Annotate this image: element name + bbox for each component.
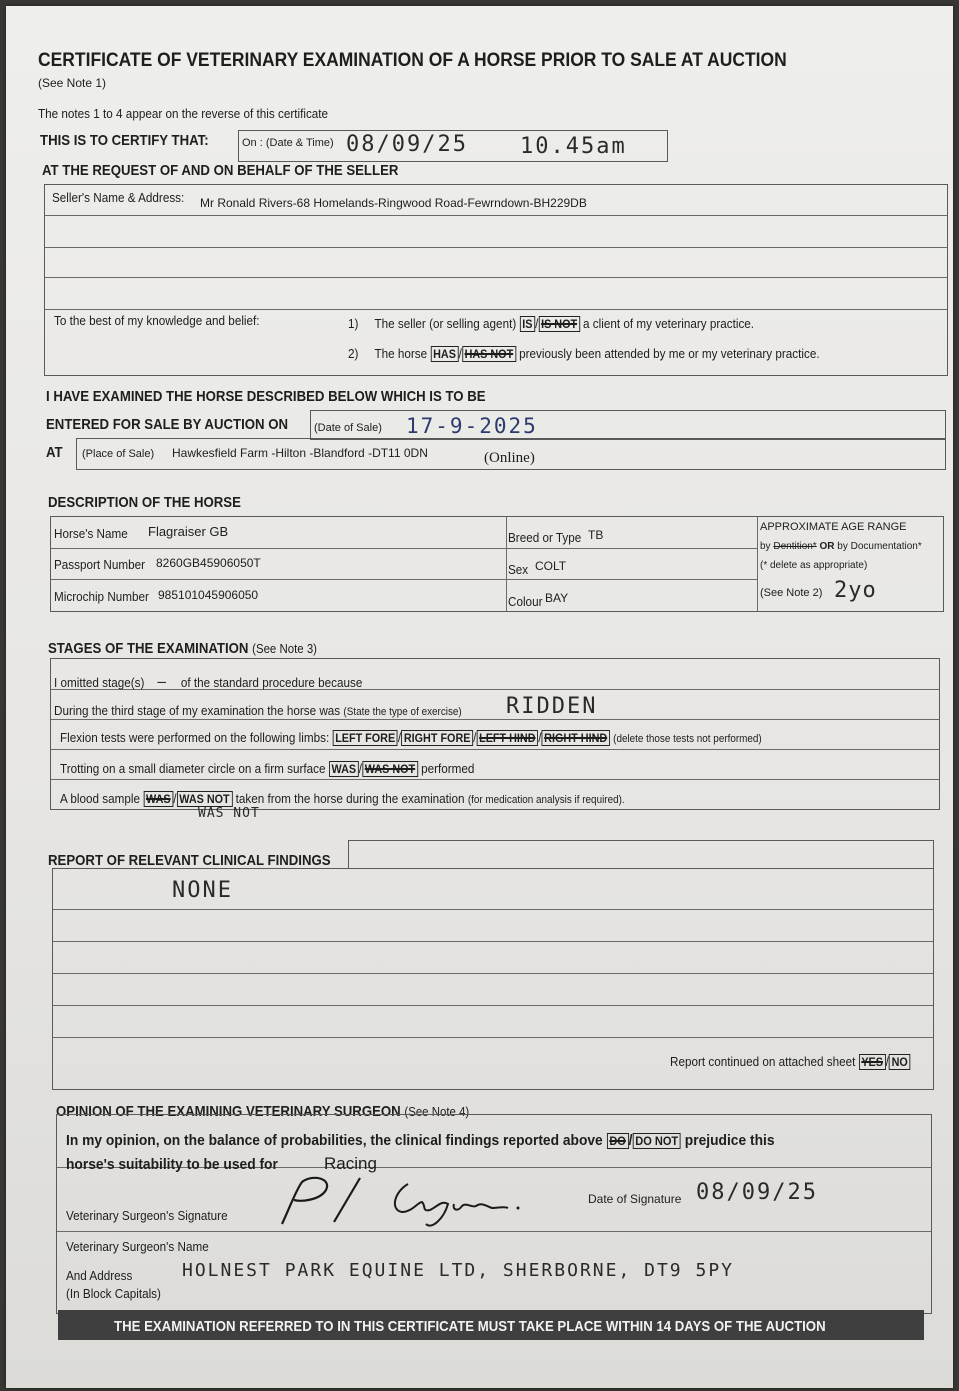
certificate-title: CERTIFICATE OF VETERINARY EXAMINATION OF A HORSE PRIOR TO SALE AT AUCTION bbox=[38, 50, 787, 71]
sale-date: 17-9-2025 bbox=[406, 414, 538, 438]
blood-sample-row: A blood sample WAS / WAS NOT taken from the horse during the examination (for medication analysis if required). bbox=[60, 791, 625, 806]
is-option[interactable]: IS bbox=[519, 316, 535, 332]
seller-label: Seller's Name & Address: bbox=[52, 190, 185, 205]
passport-label: Passport Number bbox=[54, 557, 146, 572]
has-option[interactable]: HAS bbox=[430, 346, 458, 362]
age-see-note: (See Note 2) bbox=[760, 587, 823, 599]
breed-value: TB bbox=[588, 528, 604, 542]
seller-value[interactable]: Mr Ronald Rivers-68 Homelands-Ringwood Road-Fewrndown-BH229DB bbox=[200, 196, 587, 210]
right-fore-option[interactable]: RIGHT FORE bbox=[401, 730, 473, 746]
continued-no-option[interactable]: NO bbox=[889, 1054, 911, 1070]
belief-label: To the best of my knowledge and belief: bbox=[54, 313, 260, 328]
certificate-page bbox=[6, 6, 953, 1388]
blood-was-not-option[interactable]: WAS NOT bbox=[177, 791, 233, 807]
opinion-line-1: In my opinion, on the balance of probabilities, the clinical findings reported above DO / DO NOT prejudice this bbox=[66, 1132, 775, 1149]
breed-label: Breed or Type bbox=[508, 530, 582, 545]
omitted-row: I omitted stage(s) — of the standard procedure because bbox=[54, 672, 363, 691]
trot-was-not-option[interactable]: WAS NOT bbox=[362, 761, 418, 777]
opinion-heading: OPINION OF THE EXAMINING VETERINARY SURGEON (See Note 4) bbox=[56, 1103, 470, 1120]
age-value: 2yo bbox=[834, 578, 877, 603]
belief-item-1: 1) The seller (or selling agent) IS / IS NOT a client of my veterinary practice. bbox=[348, 316, 755, 331]
trotting-row: Trotting on a small diameter circle on a firm surface WAS / WAS NOT performed bbox=[60, 761, 475, 776]
certify-date: 08/09/25 bbox=[346, 132, 468, 157]
date-of-sale-label: (Date of Sale) bbox=[314, 422, 382, 434]
do-option[interactable]: DO bbox=[607, 1133, 629, 1149]
colour-value: BAY bbox=[545, 591, 569, 605]
passport-number: 8260GB45906050T bbox=[156, 556, 261, 570]
horse-name-label: Horse's Name bbox=[54, 526, 128, 541]
report-value: NONE bbox=[172, 878, 233, 903]
description-heading: DESCRIPTION OF THE HORSE bbox=[48, 494, 241, 511]
horse-name: Flagraiser GB bbox=[148, 524, 229, 539]
report-heading-box bbox=[348, 840, 934, 869]
belief-item-2: 2) The horse HAS / HAS NOT previously been attended by me or my veterinary practice. bbox=[348, 346, 820, 361]
certify-time: 10.45am bbox=[520, 134, 627, 159]
right-hind-option[interactable]: RIGHT HIND bbox=[541, 730, 609, 746]
signature-label: Veterinary Surgeon's Signature bbox=[66, 1208, 228, 1223]
place-of-sale-label: (Place of Sale) bbox=[82, 448, 155, 460]
sale-place: Hawkesfield Farm -Hilton -Blandford -DT11 0DN bbox=[172, 446, 428, 460]
do-not-option[interactable]: DO NOT bbox=[632, 1133, 680, 1149]
report-continued: Report continued on attached sheet YES / NO bbox=[670, 1054, 911, 1069]
certify-label: THIS IS TO CERTIFY THAT: bbox=[40, 132, 209, 149]
vet-signature bbox=[272, 1172, 532, 1232]
block-capitals-label: (In Block Capitals) bbox=[66, 1286, 161, 1301]
sex-value: COLT bbox=[535, 559, 567, 573]
examined-line: I HAVE EXAMINED THE HORSE DESCRIBED BELOW WHICH IS TO BE bbox=[46, 388, 486, 405]
footer-text: THE EXAMINATION REFERRED TO IN THIS CERTIFICATE MUST TAKE PLACE WITHIN 14 DAYS OF THE AUCTION bbox=[114, 1318, 826, 1335]
left-hind-option[interactable]: LEFT HIND bbox=[476, 730, 538, 746]
opinion-line-2: horse's suitability to be used for bbox=[66, 1156, 278, 1173]
at-label: AT bbox=[46, 444, 63, 461]
age-heading: APPROXIMATE AGE RANGE bbox=[760, 521, 907, 533]
continued-yes-option[interactable]: YES bbox=[859, 1054, 886, 1070]
sex-label: Sex bbox=[508, 562, 529, 577]
age-method: by Dentition* OR by Documentation* bbox=[760, 541, 922, 552]
blood-handwritten-note: WAS NOT bbox=[198, 806, 260, 821]
flexion-row: Flexion tests were performed on the following limbs: LEFT FORE / RIGHT FORE / LEFT HIND / RIGHT HIND (delete those tests not performed) bbox=[60, 730, 762, 745]
sale-online: (Online) bbox=[484, 450, 535, 466]
blood-was-option[interactable]: WAS bbox=[143, 791, 173, 807]
stages-heading: STAGES OF THE EXAMINATION (See Note 3) bbox=[48, 640, 317, 657]
third-stage-value: RIDDEN bbox=[506, 694, 598, 719]
request-line: AT THE REQUEST OF AND ON BEHALF OF THE SELLER bbox=[42, 162, 399, 179]
report-heading: REPORT OF RELEVANT CLINICAL FINDINGS bbox=[48, 852, 331, 869]
left-fore-option[interactable]: LEFT FORE bbox=[332, 730, 397, 746]
see-note-1: (See Note 1) bbox=[38, 76, 107, 90]
address-label: And Address bbox=[66, 1268, 133, 1283]
third-stage-row: During the third stage of my examination the horse was (State the type of exercise) bbox=[54, 703, 462, 718]
microchip-label: Microchip Number bbox=[54, 589, 149, 604]
opinion-use: Racing bbox=[324, 1154, 377, 1173]
on-date-time-label: On : (Date & Time) bbox=[242, 137, 334, 149]
is-not-option[interactable]: IS NOT bbox=[538, 316, 579, 332]
vet-name-address: HOLNEST PARK EQUINE LTD, SHERBORNE, DT9 5PY bbox=[182, 1260, 734, 1281]
vet-name-label: Veterinary Surgeon's Name bbox=[66, 1239, 209, 1254]
trot-was-option[interactable]: WAS bbox=[329, 761, 359, 777]
age-delete-note: (* delete as appropriate) bbox=[760, 560, 868, 571]
has-not-option[interactable]: HAS NOT bbox=[462, 346, 516, 362]
colour-label: Colour bbox=[508, 594, 543, 609]
date-of-signature: 08/09/25 bbox=[696, 1180, 818, 1205]
date-of-signature-label: Date of Signature bbox=[588, 1192, 682, 1206]
entered-label: ENTERED FOR SALE BY AUCTION ON bbox=[46, 416, 289, 433]
microchip-number: 985101045906050 bbox=[158, 588, 259, 602]
notes-line: The notes 1 to 4 appear on the reverse of this certificate bbox=[38, 106, 329, 121]
